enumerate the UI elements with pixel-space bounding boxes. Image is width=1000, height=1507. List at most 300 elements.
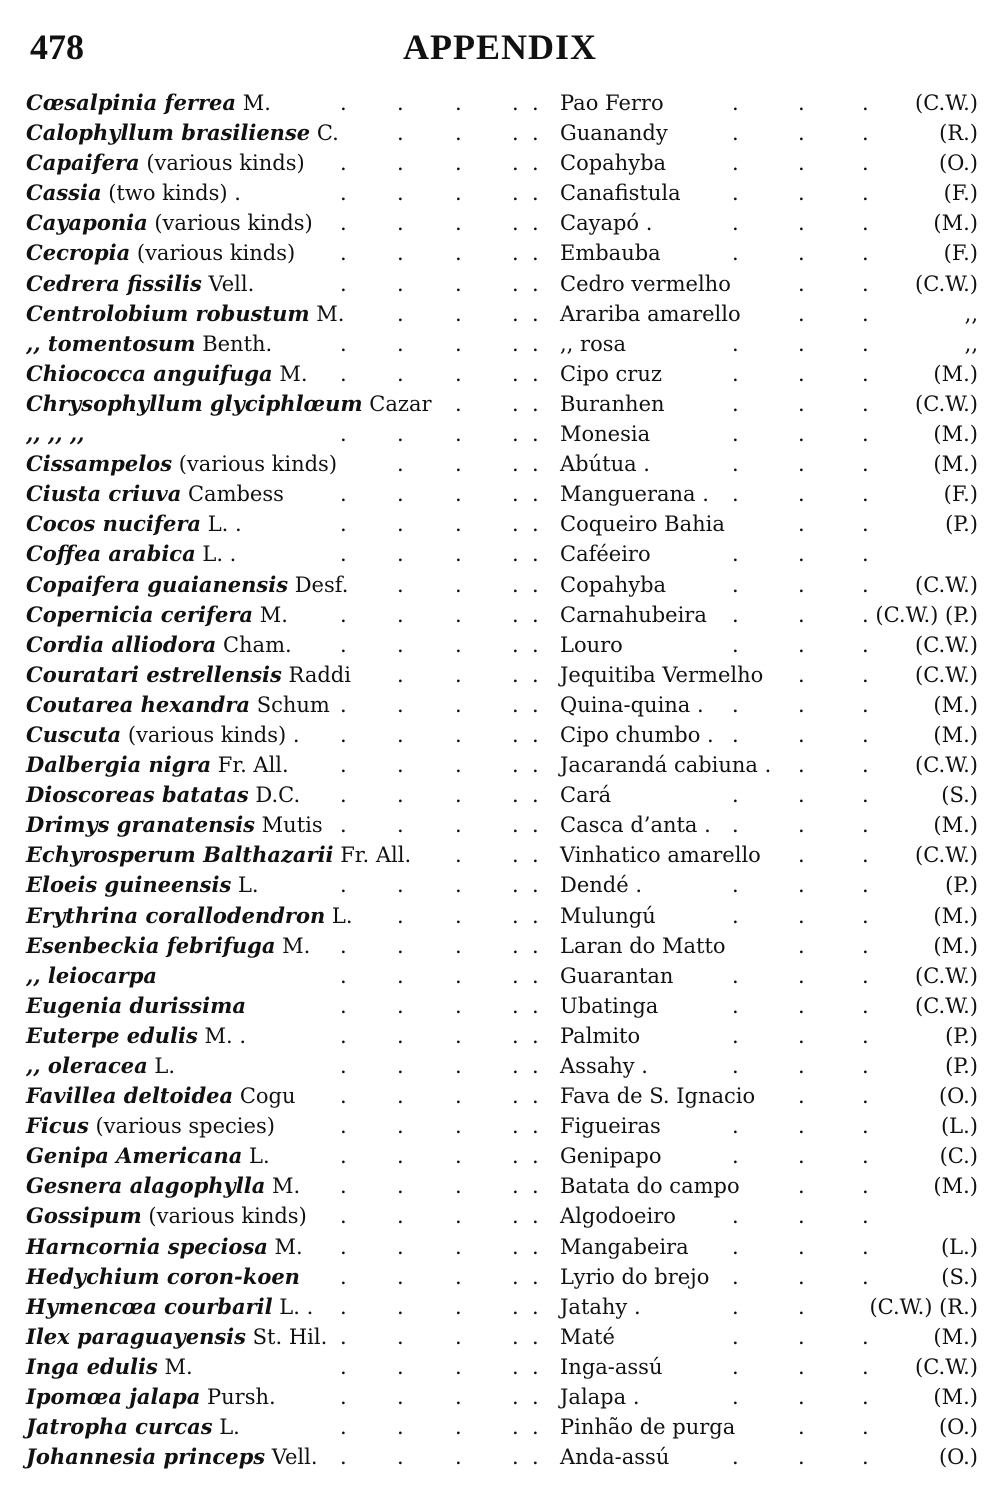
- common-name: Cedro vermelho: [560, 271, 731, 296]
- leader-dot: .: [798, 963, 805, 988]
- leader-dot: .: [340, 1084, 347, 1109]
- latin-name: [26, 1232, 303, 1262]
- region-code: (F.): [943, 482, 978, 507]
- leader-dot: .: [532, 873, 539, 898]
- leader-dot: .: [397, 1385, 404, 1410]
- plant-name-list: [0, 88, 1000, 1472]
- leader-dot: .: [862, 933, 869, 958]
- leader-dot: .: [732, 121, 739, 146]
- list-item: [0, 600, 1000, 630]
- leader-dot: .: [532, 843, 539, 868]
- leader-dot: .: [732, 211, 739, 236]
- latin-binomial: Inga edulis: [26, 1353, 158, 1379]
- leader-dot: .: [862, 1354, 869, 1379]
- list-item: [0, 88, 1000, 118]
- leader-dot: .: [512, 722, 519, 747]
- latin-authority: Cham.: [216, 632, 292, 657]
- common-name: Quina-quina .: [560, 692, 704, 717]
- latin-authority: St. Hil.: [245, 1324, 328, 1349]
- leader-dot: .: [532, 753, 539, 778]
- leader-dot: .: [455, 963, 462, 988]
- leader-dot: .: [512, 1324, 519, 1349]
- list-item: [0, 720, 1000, 750]
- leader-dot: .: [512, 753, 519, 778]
- list-item: [0, 1021, 1000, 1051]
- leader-dot: .: [862, 843, 869, 868]
- leader-dot: .: [532, 422, 539, 447]
- leader-dot: .: [340, 602, 347, 627]
- leader-dot: .: [512, 1023, 519, 1048]
- leader-dot: .: [512, 391, 519, 416]
- list-item: [0, 780, 1000, 810]
- leader-dot: .: [798, 1264, 805, 1289]
- leader-dot: .: [455, 331, 462, 356]
- leader-dot: .: [532, 121, 539, 146]
- leader-dot: .: [340, 1445, 347, 1470]
- leader-dot: .: [340, 993, 347, 1018]
- common-name: Embauba: [560, 241, 661, 266]
- page-number: 478: [30, 27, 84, 67]
- leader-dot: .: [340, 482, 347, 507]
- list-item: [0, 750, 1000, 780]
- list-item: [0, 1141, 1000, 1171]
- latin-authority: M.: [253, 602, 288, 627]
- leader-dot: .: [340, 512, 347, 537]
- latin-authority: M.: [157, 1354, 193, 1379]
- leader-dot: .: [532, 91, 539, 115]
- leader-dot: .: [512, 1415, 519, 1440]
- leader-dot: .: [532, 1415, 539, 1440]
- leader-dot: .: [397, 602, 404, 627]
- region-code: (C.W.): [915, 753, 978, 778]
- leader-dot: .: [512, 933, 519, 958]
- region-code: (C.W.): [915, 662, 978, 687]
- common-name: Pinhão de purga: [560, 1415, 736, 1440]
- leader-dot: .: [532, 361, 539, 386]
- leader-dot: .: [340, 211, 347, 236]
- latin-name: [26, 389, 432, 419]
- leader-dot: .: [798, 91, 805, 115]
- common-name: Algodoeiro: [560, 1204, 676, 1229]
- list-item: [0, 449, 1000, 479]
- leader-dot: .: [455, 512, 462, 537]
- leader-dot: .: [512, 873, 519, 898]
- leader-dot: .: [798, 1084, 805, 1109]
- leader-dot: .: [862, 241, 869, 266]
- leader-dot: .: [455, 692, 462, 717]
- leader-dot: .: [455, 662, 462, 687]
- leader-dot: .: [862, 783, 869, 808]
- leader-dot: .: [798, 1114, 805, 1139]
- common-name: Inga-assú: [560, 1354, 663, 1379]
- leader-dot: .: [732, 572, 739, 597]
- list-item: [0, 870, 1000, 900]
- latin-binomial: Echyrosperum Balthazarii: [26, 842, 334, 868]
- leader-dot: .: [512, 1264, 519, 1289]
- leader-dot: .: [397, 993, 404, 1018]
- leader-dot: .: [512, 1204, 519, 1229]
- leader-dot: .: [532, 181, 539, 206]
- region-code: (C.W.): [915, 1354, 978, 1379]
- latin-authority: C.: [310, 121, 339, 146]
- latin-binomial: Harncornia speciosa: [26, 1233, 268, 1259]
- latin-binomial: ,, ,, ,,: [26, 421, 85, 447]
- leader-dot: .: [340, 151, 347, 176]
- leader-dot: .: [512, 301, 519, 326]
- region-code: ,,: [964, 301, 978, 326]
- latin-authority: L.: [147, 1054, 176, 1078]
- list-item: [0, 329, 1000, 359]
- latin-name: [26, 1201, 307, 1231]
- latin-name: [26, 449, 337, 479]
- leader-dot: .: [340, 1324, 347, 1349]
- leader-dot: .: [532, 1204, 539, 1229]
- common-name: Maté: [560, 1324, 615, 1349]
- common-name: Cipo chumbo .: [560, 722, 714, 747]
- leader-dot: .: [798, 783, 805, 808]
- common-name: Louro: [560, 632, 623, 657]
- region-code: (O.): [938, 1415, 978, 1440]
- latin-name: [26, 1081, 296, 1111]
- region-code: (C.W.) (P.): [875, 602, 978, 627]
- leader-dot: .: [862, 993, 869, 1018]
- common-name: Anda-assú: [560, 1445, 670, 1470]
- leader-dot: .: [512, 1294, 519, 1319]
- leader-dot: .: [340, 1174, 347, 1199]
- leader-dot: .: [532, 301, 539, 326]
- latin-binomial: Ficus: [26, 1113, 89, 1139]
- list-item: [0, 991, 1000, 1021]
- leader-dot: .: [340, 542, 347, 567]
- leader-dot: .: [862, 1174, 869, 1199]
- leader-dot: .: [397, 873, 404, 898]
- leader-dot: .: [455, 1144, 462, 1169]
- leader-dot: .: [732, 873, 739, 898]
- leader-dot: .: [512, 843, 519, 868]
- leader-dot: .: [512, 1354, 519, 1379]
- latin-binomial: Chiococca anguifuga: [26, 360, 273, 386]
- common-name: Manguerana .: [560, 482, 709, 507]
- leader-dot: .: [798, 662, 805, 687]
- latin-binomial: Ipomœa jalapa: [26, 1384, 201, 1410]
- leader-dot: .: [397, 903, 404, 928]
- list-item: [0, 359, 1000, 389]
- leader-dot: .: [340, 1023, 347, 1048]
- leader-dot: .: [512, 662, 519, 687]
- leader-dot: .: [340, 692, 347, 717]
- latin-binomial: Cissampelos: [26, 451, 173, 477]
- common-name: Buranhen: [560, 391, 665, 416]
- leader-dot: .: [512, 572, 519, 597]
- latin-authority: L.: [231, 873, 259, 898]
- region-code: (S.): [941, 1264, 978, 1289]
- list-item: [0, 1322, 1000, 1352]
- leader-dot: .: [512, 1084, 519, 1109]
- leader-dot: .: [732, 1144, 739, 1169]
- leader-dot: .: [732, 1385, 739, 1410]
- common-name: Ubatinga: [560, 993, 659, 1018]
- leader-dot: .: [455, 843, 462, 868]
- latin-name: [26, 1412, 240, 1442]
- latin-authority: (various species): [88, 1114, 275, 1139]
- leader-dot: .: [455, 1234, 462, 1259]
- region-code: (C.W.): [915, 843, 978, 868]
- latin-binomial: Ciusta criuva: [26, 481, 182, 507]
- region-code: (M.): [933, 1385, 978, 1410]
- page-header: [0, 26, 1000, 76]
- latin-binomial: Cedrera fissilis: [26, 270, 202, 296]
- leader-dot: .: [798, 632, 805, 657]
- list-item: [0, 539, 1000, 569]
- latin-binomial: Gossipum: [26, 1203, 142, 1229]
- leader-dot: .: [798, 151, 805, 176]
- leader-dot: .: [512, 1385, 519, 1410]
- leader-dot: .: [732, 1054, 739, 1078]
- latin-name: [26, 1322, 327, 1352]
- leader-dot: .: [397, 1204, 404, 1229]
- leader-dot: .: [862, 422, 869, 447]
- leader-dot: .: [512, 1114, 519, 1139]
- latin-authority: M. .: [197, 1023, 247, 1048]
- leader-dot: .: [862, 151, 869, 176]
- latin-authority: Fr. All.: [211, 753, 289, 778]
- leader-dot: .: [340, 1234, 347, 1259]
- common-name: Mulungú: [560, 903, 656, 928]
- leader-dot: .: [340, 873, 347, 898]
- common-name: Mangabeira: [560, 1234, 689, 1259]
- latin-authority: L. .: [272, 1294, 314, 1319]
- leader-dot: .: [532, 331, 539, 356]
- leader-dot: .: [798, 602, 805, 627]
- latin-name: [26, 479, 284, 509]
- leader-dot: .: [798, 1415, 805, 1440]
- leader-dot: .: [397, 482, 404, 507]
- leader-dot: .: [732, 632, 739, 657]
- region-code: (M.): [933, 1324, 978, 1349]
- latin-name: [26, 269, 254, 299]
- leader-dot: .: [862, 1054, 869, 1078]
- latin-binomial: Calophyllum brasiliense: [26, 120, 311, 146]
- leader-dot: .: [455, 181, 462, 206]
- leader-dot: .: [532, 783, 539, 808]
- region-code: (C.W.): [915, 572, 978, 597]
- region-code: (P.): [945, 873, 978, 898]
- leader-dot: .: [532, 452, 539, 477]
- list-item: [0, 389, 1000, 419]
- latin-binomial: Favillea deltoidea: [26, 1083, 234, 1109]
- leader-dot: .: [455, 1204, 462, 1229]
- latin-authority: L.: [212, 1415, 240, 1440]
- leader-dot: .: [397, 1415, 404, 1440]
- leader-dot: .: [455, 452, 462, 477]
- leader-dot: .: [798, 1054, 805, 1078]
- leader-dot: .: [798, 903, 805, 928]
- latin-name: [26, 840, 411, 870]
- latin-binomial: Dioscoreas batatas: [26, 782, 249, 808]
- leader-dot: .: [340, 1415, 347, 1440]
- leader-dot: .: [798, 753, 805, 778]
- leader-dot: .: [512, 271, 519, 296]
- leader-dot: .: [862, 1144, 869, 1169]
- latin-binomial: Cœsalpinia ferrea: [26, 90, 237, 115]
- common-name: Lyrio do brejo: [560, 1264, 710, 1289]
- leader-dot: .: [397, 933, 404, 958]
- leader-dot: .: [862, 1324, 869, 1349]
- leader-dot: .: [397, 1054, 404, 1078]
- latin-name: [26, 208, 313, 238]
- list-item: [0, 148, 1000, 178]
- latin-authority: Benth.: [195, 331, 273, 356]
- region-code: (P.): [945, 512, 978, 537]
- region-code: (C.W.): [915, 391, 978, 416]
- leader-dot: .: [455, 813, 462, 838]
- leader-dot: .: [862, 271, 869, 296]
- leader-dot: .: [397, 662, 404, 687]
- latin-authority: Vell.: [201, 271, 255, 296]
- list-item: [0, 1171, 1000, 1201]
- leader-dot: .: [732, 91, 739, 115]
- latin-binomial: Cordia alliodora: [26, 631, 217, 657]
- leader-dot: .: [862, 301, 869, 326]
- leader-dot: .: [512, 361, 519, 386]
- leader-dot: .: [532, 1054, 539, 1078]
- leader-dot: .: [397, 632, 404, 657]
- leader-dot: .: [512, 1445, 519, 1470]
- leader-dot: .: [397, 1445, 404, 1470]
- common-name: Arariba amarello: [560, 301, 741, 326]
- leader-dot: .: [798, 1144, 805, 1169]
- leader-dot: .: [512, 993, 519, 1018]
- leader-dot: .: [732, 1264, 739, 1289]
- common-name: Cayapó .: [560, 211, 653, 236]
- latin-name: [26, 329, 272, 359]
- common-name: Guarantan: [560, 963, 674, 988]
- leader-dot: .: [732, 452, 739, 477]
- list-item: [0, 901, 1000, 931]
- latin-name: [26, 570, 348, 600]
- leader-dot: .: [798, 722, 805, 747]
- list-item: [0, 840, 1000, 870]
- leader-dot: .: [397, 91, 404, 115]
- latin-binomial: Eloeis guineensis: [26, 872, 232, 898]
- region-code: (O.): [938, 1084, 978, 1109]
- leader-dot: .: [862, 1204, 869, 1229]
- leader-dot: .: [798, 1385, 805, 1410]
- leader-dot: .: [732, 1354, 739, 1379]
- region-code: (M.): [933, 903, 978, 928]
- leader-dot: .: [732, 1234, 739, 1259]
- latin-authority: M.: [309, 301, 345, 326]
- latin-authority: Cogu: [233, 1084, 296, 1109]
- leader-dot: .: [340, 753, 347, 778]
- leader-dot: .: [397, 211, 404, 236]
- leader-dot: .: [340, 813, 347, 838]
- leader-dot: .: [512, 632, 519, 657]
- leader-dot: .: [798, 1354, 805, 1379]
- region-code: (P.): [945, 1023, 978, 1048]
- leader-dot: .: [340, 963, 347, 988]
- latin-binomial: Cuscuta: [26, 721, 122, 747]
- list-item: [0, 479, 1000, 509]
- leader-dot: .: [862, 91, 869, 115]
- leader-dot: .: [798, 993, 805, 1018]
- leader-dot: .: [798, 542, 805, 567]
- common-name: Dendé .: [560, 873, 643, 898]
- leader-dot: .: [862, 1385, 869, 1410]
- leader-dot: .: [862, 692, 869, 717]
- leader-dot: .: [512, 1174, 519, 1199]
- leader-dot: .: [397, 151, 404, 176]
- latin-binomial: Eugenia durissima: [26, 992, 246, 1018]
- leader-dot: .: [455, 91, 462, 115]
- latin-name: [26, 1262, 300, 1292]
- leader-dot: .: [532, 1445, 539, 1470]
- region-code: (M.): [933, 933, 978, 958]
- leader-dot: .: [798, 211, 805, 236]
- leader-dot: .: [397, 301, 404, 326]
- leader-dot: .: [512, 813, 519, 838]
- leader-dot: .: [512, 452, 519, 477]
- leader-dot: .: [532, 813, 539, 838]
- list-item: [0, 1292, 1000, 1322]
- leader-dot: .: [862, 632, 869, 657]
- leader-dot: .: [862, 1264, 869, 1289]
- latin-authority: (various kinds): [172, 452, 338, 477]
- region-code: (M.): [933, 452, 978, 477]
- latin-authority: (various kinds): [130, 241, 296, 266]
- leader-dot: .: [798, 422, 805, 447]
- list-item: [0, 931, 1000, 961]
- leader-dot: .: [732, 482, 739, 507]
- leader-dot: .: [512, 331, 519, 356]
- leader-dot: .: [512, 1054, 519, 1078]
- leader-dot: .: [397, 1234, 404, 1259]
- latin-name: [26, 901, 353, 931]
- list-item: [0, 1051, 1000, 1081]
- leader-dot: .: [340, 722, 347, 747]
- leader-dot: .: [397, 542, 404, 567]
- leader-dot: .: [455, 1264, 462, 1289]
- list-item: [0, 1382, 1000, 1412]
- list-item: [0, 1262, 1000, 1292]
- leader-dot: .: [455, 1324, 462, 1349]
- latin-name: [26, 419, 85, 449]
- leader-dot: .: [732, 151, 739, 176]
- list-item: [0, 1232, 1000, 1262]
- leader-dot: .: [798, 331, 805, 356]
- latin-name: [26, 1382, 276, 1412]
- list-item: [0, 1111, 1000, 1141]
- leader-dot: .: [732, 1324, 739, 1349]
- leader-dot: .: [397, 1264, 404, 1289]
- leader-dot: .: [340, 933, 347, 958]
- region-code: (C.W.): [915, 91, 978, 115]
- latin-authority: M.: [267, 1234, 303, 1259]
- leader-dot: .: [798, 271, 805, 296]
- region-code: (L.): [940, 1234, 978, 1259]
- running-title: APPENDIX: [403, 27, 597, 67]
- leader-dot: .: [532, 271, 539, 296]
- latin-name: [26, 1352, 193, 1382]
- region-code: (C.W.): [915, 963, 978, 988]
- leader-dot: .: [512, 241, 519, 266]
- list-item: [0, 269, 1000, 299]
- list-item: [0, 178, 1000, 208]
- leader-dot: .: [798, 482, 805, 507]
- leader-dot: .: [532, 512, 539, 537]
- latin-binomial: Euterpe edulis: [26, 1022, 198, 1048]
- leader-dot: .: [512, 422, 519, 447]
